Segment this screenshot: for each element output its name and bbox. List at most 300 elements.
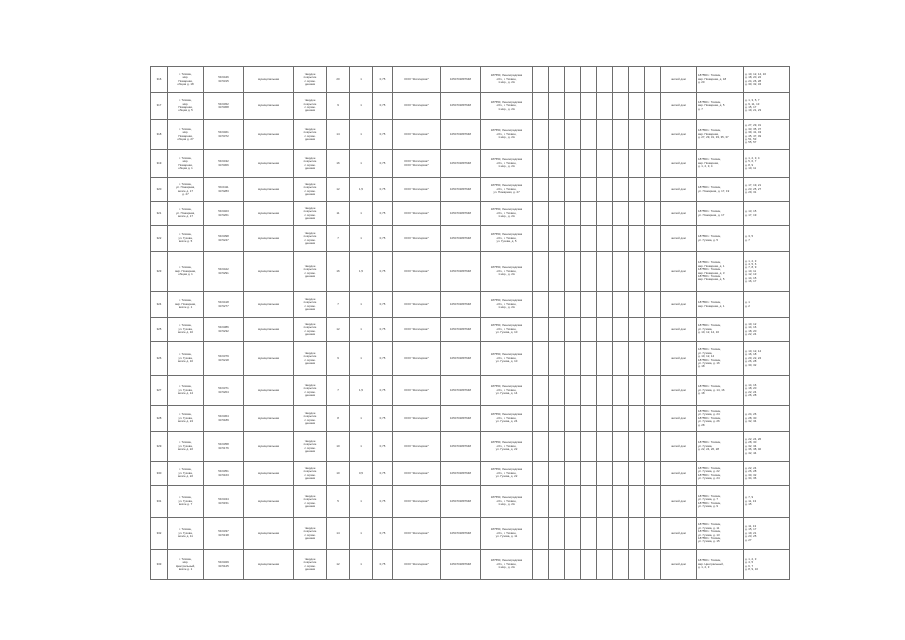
empty-cell (565, 432, 581, 462)
empty-cell (613, 226, 629, 252)
served-list: д. 1 д. 2 (744, 292, 790, 318)
ownership-type: муниципальная (244, 67, 294, 93)
served-objects: 187550 г. Тихвин, мкр. Пожарная, д. 5 д. 7 (697, 93, 744, 120)
empty-cell (613, 178, 629, 202)
served-objects: 187550 г. Тихвин, мкр. Центральный, д. 1, 2, 3 (697, 550, 744, 580)
surface-type: твердое покрытие с ограж- дением (294, 67, 327, 93)
ownership-type: муниципальная (244, 462, 294, 486)
empty-cell (645, 550, 661, 580)
empty-cell (613, 93, 629, 120)
owner-ogrn: 1054701897648 (441, 150, 481, 178)
empty-cell (597, 202, 613, 226)
table-row (151, 550, 790, 580)
row-number: 330 (151, 462, 168, 486)
empty-cell (629, 292, 645, 318)
container-volume: 0,75 (373, 376, 393, 406)
area: 7 (327, 226, 350, 252)
served-list: д. 24, 26 д. 28, 30 д. 32, 34 (744, 406, 790, 432)
register-sheet (150, 66, 771, 580)
container-count: 1 (350, 292, 373, 318)
empty-cell (581, 150, 597, 178)
area: 5 (327, 486, 350, 518)
empty-cell (549, 120, 565, 150)
empty-cell (533, 120, 549, 150)
surface-type: твердое покрытие с ограж- дением (294, 202, 327, 226)
area: 7 (327, 292, 350, 318)
empty-cell (549, 252, 565, 292)
empty-cell (629, 67, 645, 93)
owner-address: 187550, Ленинградская обл., г. Тихвин, 1 мкр., д. 2А (481, 120, 533, 150)
served-list: д. 10, 12, 14 д. 16, 18 д. 20, 22, 24 д. 26, 28 д. 30, 32 (744, 342, 790, 376)
row-number: 324 (151, 292, 168, 318)
area: 16 (327, 150, 350, 178)
location-address: г. Тихвин, мкр. Пожарная, общая д. 1 (168, 150, 204, 178)
empty-cell (565, 150, 581, 178)
empty-cell (533, 462, 549, 486)
empty-cell (597, 406, 613, 432)
location-address: г. Тихвин, мкр. Пожарная, общая д. 5 (168, 93, 204, 120)
container-count: 1 (350, 406, 373, 432)
container-volume: 0,75 (373, 550, 393, 580)
empty-cell (597, 486, 613, 518)
empty-cell (613, 342, 629, 376)
owner-address: 187550, Ленинградская обл., г. Тихвин, 1 мкр., д. 2А (481, 292, 533, 318)
empty-cell (629, 406, 645, 432)
empty-cell (629, 376, 645, 406)
container-volume: 0,75 (373, 518, 393, 550)
waste-source: жилой дом (661, 342, 697, 376)
surface-type: твердое покрытие с ограж- дением (294, 342, 327, 376)
owner-name: ООО "Жилсервис" (393, 342, 441, 376)
served-objects: 187550 г. Тихвин, мкр. Пожарная, д. 1 187550 г. Тихвин, мкр. Пожарная, д. 3 187550 г. Тихвин, мкр. Пожарная, д. 5 (697, 252, 744, 292)
empty-cell (533, 178, 549, 202)
empty-cell (581, 292, 597, 318)
coordinates: 59.6371 33.5204 (204, 376, 244, 406)
container-volume: 0,75 (373, 120, 393, 150)
table-row (151, 342, 790, 376)
location-address: г. Тихвин, ул. Гузова, возле д. 24 (168, 406, 204, 432)
location-address: г. Тихвин, ул. Гузова, возле д. 5 (168, 226, 204, 252)
row-number: 318 (151, 120, 168, 150)
coordinates: 59.6358 33.5176 (204, 432, 244, 462)
table-row (151, 486, 790, 518)
empty-cell (581, 202, 597, 226)
waste-source: жилой дом (661, 376, 697, 406)
empty-cell (629, 318, 645, 342)
empty-cell (549, 406, 565, 432)
empty-cell (565, 486, 581, 518)
owner-address: 187550, Ленинградская обл., г. Тихвин, ул. Гузова, д. 22 (481, 432, 533, 462)
empty-cell (581, 178, 597, 202)
empty-cell (565, 178, 581, 202)
empty-cell (533, 486, 549, 518)
served-objects: 187550 г. Тихвин, ул. Гузова, д. 10, 12, 14 187550 г. Тихвин, ул. Гузова, д. 16 д. 18 (697, 342, 744, 376)
coordinates: 59.6422 33.5291 (204, 252, 244, 292)
table-row (151, 120, 790, 150)
waste-source: жилой дом (661, 93, 697, 120)
owner-ogrn: 1054701897648 (441, 342, 481, 376)
owner-ogrn: 1054701897648 (441, 432, 481, 462)
area: 9 (327, 342, 350, 376)
row-number: 321 (151, 202, 168, 226)
empty-cell (549, 318, 565, 342)
ownership-type: муниципальная (244, 342, 294, 376)
served-objects: 187550 г. Тихвин, мкр. Пожарная, д. 27, 29, 31, 33, 35, 37 (697, 120, 744, 150)
owner-ogrn: 1054701897648 (441, 226, 481, 252)
location-address: г. Тихвин, ул. Гузова, возле д. 22 (168, 432, 204, 462)
empty-cell (549, 518, 565, 550)
served-list: д. 10, 12 д. 14, 16 д. 18, 20 д. 22, 24 (744, 318, 790, 342)
location-address: г. Тихвин, ул. Гузова, возле д. 7 (168, 486, 204, 518)
owner-ogrn: 1054701897648 (441, 93, 481, 120)
empty-cell (549, 432, 565, 462)
container-count: 1 (350, 202, 373, 226)
location-address: г. Тихвин, ул. Гузова, возле д. 22 (168, 462, 204, 486)
empty-cell (645, 252, 661, 292)
empty-cell (533, 432, 549, 462)
coordinates: 59.6418 33.5277 (204, 292, 244, 318)
container-volume: 0,75 (373, 292, 393, 318)
owner-name: ООО "Жилсервис" (393, 120, 441, 150)
location-address: г. Тихвин, ул. Гузова, возле д. 14 (168, 376, 204, 406)
served-list: д. 14, 16 д. 18, 20 д. 22, 24 д. 26, 28 (744, 376, 790, 406)
owner-ogrn: 1054701897648 (441, 202, 481, 226)
register-body (151, 67, 790, 580)
empty-cell (613, 318, 629, 342)
container-volume: 0,75 (373, 432, 393, 462)
empty-cell (597, 150, 613, 178)
row-number: 322 (151, 226, 168, 252)
empty-cell (581, 376, 597, 406)
empty-cell (597, 318, 613, 342)
coordinates: 59.6452 33.5368 (204, 93, 244, 120)
owner-address: 187550, Ленинградская обл., г. Тихвин, 1 мкр., д. 2А (481, 202, 533, 226)
empty-cell (533, 67, 549, 93)
empty-cell (613, 292, 629, 318)
owner-ogrn: 1054701897648 (441, 518, 481, 550)
empty-cell (645, 318, 661, 342)
owner-name: ООО "Жилсервис" (393, 486, 441, 518)
empty-cell (629, 150, 645, 178)
waste-source: жилой дом (661, 462, 697, 486)
empty-cell (645, 376, 661, 406)
owner-address: 187550, Ленинградская обл., г. Тихвин, ул. Гузова, д. 10 (481, 342, 533, 376)
served-objects: 187550 г. Тихвин, ул. Гузова, д. 7 187550 г. Тихвин, ул. Гузова, д. 9 (697, 486, 744, 518)
empty-cell (629, 432, 645, 462)
empty-cell (645, 120, 661, 150)
empty-cell (645, 202, 661, 226)
owner-name: ООО "Жилсервис" (393, 93, 441, 120)
served-list: д. 10, 12, 14, 16 д. 18, 20, 22 д. 24, 26, 28 д. 30, 32, 34 (744, 67, 790, 93)
location-address: г. Тихвин, мкр. Центральный, возле д. 1 (168, 550, 204, 580)
container-count: 1 (350, 550, 373, 580)
empty-cell (629, 462, 645, 486)
owner-name: ООО "Жилсервис" (393, 550, 441, 580)
location-address: г. Тихвин, мкр. Пожарная, возле д. 1 (168, 292, 204, 318)
empty-cell (565, 376, 581, 406)
empty-cell (645, 406, 661, 432)
empty-cell (597, 178, 613, 202)
empty-cell (581, 462, 597, 486)
served-list: д. 3, 5 д. 7 (744, 226, 790, 252)
served-list: д. 1, 3, 5, 7 д. 9, 11, 13 д. 15, 17 д. 19, 21, 23 (744, 93, 790, 120)
surface-type: твердое покрытие с ограж- дением (294, 486, 327, 518)
location-address: г. Тихвин, ул. Гузова, возле д. 10 (168, 342, 204, 376)
coordinates: 59.6379 33.5218 (204, 342, 244, 376)
surface-type: твердое покрытие с ограж- дением (294, 518, 327, 550)
owner-ogrn: 1054701897648 (441, 462, 481, 486)
container-count: 1 (350, 150, 373, 178)
waste-source: жилой дом (661, 252, 697, 292)
coordinates: 59.6446 33.5315 (204, 67, 244, 93)
empty-cell (645, 342, 661, 376)
owner-name: ООО "Жилсервис" (393, 376, 441, 406)
empty-cell (645, 518, 661, 550)
empty-cell (565, 550, 581, 580)
empty-cell (645, 462, 661, 486)
surface-type: твердое покрытие с ограж- дением (294, 150, 327, 178)
table-row (151, 318, 790, 342)
surface-type: твердое покрытие с ограж- дением (294, 462, 327, 486)
owner-name: ООО "Жилсервис" (393, 318, 441, 342)
owner-address: 187550, Ленинградская обл., г. Тихвин, ул. Пожарная, д. 27 (481, 178, 533, 202)
owner-address: 187550, Ленинградская обл., г. Тихвин, 1 мкр., д. 2А (481, 150, 533, 178)
empty-cell (549, 486, 565, 518)
container-volume: 0,75 (373, 486, 393, 518)
surface-type: твердое покрытие с ограж- дением (294, 120, 327, 150)
ownership-type: муниципальная (244, 318, 294, 342)
area: 10 (327, 462, 350, 486)
container-count: 1 (350, 342, 373, 376)
container-volume: 0,75 (373, 226, 393, 252)
served-list: д. 22, 24 д. 26, 28 д. 30, 32 д. 34, 36 (744, 462, 790, 486)
empty-cell (613, 432, 629, 462)
waste-source: жилой дом (661, 432, 697, 462)
row-number: 331 (151, 486, 168, 518)
location-address: г. Тихвин, мкр. Пожарная, общая д. 27 (168, 120, 204, 150)
empty-cell (549, 462, 565, 486)
empty-cell (565, 67, 581, 93)
table-row (151, 432, 790, 462)
owner-name: ООО "Жилсервис" (393, 518, 441, 550)
waste-source: жилой дом (661, 120, 697, 150)
owner-address: 187550, Ленинградская обл., г. Тихвин, 1 мкр., д. 2А (481, 486, 533, 518)
area: 12 (327, 318, 350, 342)
area: 7 (327, 376, 350, 406)
served-objects: 187550 г. Тихвин, ул. Гузова, д. 10, 12, 14, 16 (697, 318, 744, 342)
waste-source: жилой дом (661, 550, 697, 580)
empty-cell (549, 342, 565, 376)
owner-name: ООО "Жилсервис" (393, 226, 441, 252)
ownership-type: муниципальная (244, 518, 294, 550)
area: 8 (327, 406, 350, 432)
row-number: 328 (151, 406, 168, 432)
empty-cell (533, 406, 549, 432)
container-count: 1,5 (350, 376, 373, 406)
empty-cell (597, 120, 613, 150)
row-number: 320 (151, 178, 168, 202)
ownership-type: муниципальная (244, 292, 294, 318)
table-row (151, 202, 790, 226)
waste-source: жилой дом (661, 150, 697, 178)
row-number: 319 (151, 150, 168, 178)
empty-cell (629, 120, 645, 150)
coordinates: 59.6337 33.5138 (204, 518, 244, 550)
surface-type: твердое покрытие с ограж- дением (294, 178, 327, 202)
owner-address: 187550, Ленинградская обл., г. Тихвин, 1 мкр., д. 2А (481, 550, 533, 580)
table-row (151, 292, 790, 318)
table-row (151, 93, 790, 120)
owner-name: ООО "Жилсервис" (393, 292, 441, 318)
waste-source: жилой дом (661, 406, 697, 432)
empty-cell (533, 150, 549, 178)
empty-cell (645, 178, 661, 202)
ownership-type: муниципальная (244, 376, 294, 406)
owner-ogrn: 1054701897648 (441, 67, 481, 93)
served-objects: 187550 г. Тихвин, мкр. Пожарная, д. 1, 2, 3, 4 (697, 150, 744, 178)
empty-cell (613, 67, 629, 93)
ownership-type: муниципальная (244, 486, 294, 518)
area: 12 (327, 550, 350, 580)
ownership-type: муниципальная (244, 120, 294, 150)
container-volume: 0,75 (373, 67, 393, 93)
served-list: д. 27, 29, 31 д. 33, 35, 37 д. 39, 41, 43 д. 45, 47, 49 д. 51, 53 д. 55, 57 (744, 120, 790, 150)
row-number: 333 (151, 550, 168, 580)
container-volume: 0,75 (373, 202, 393, 226)
owner-name: ООО "Жилсервис" (393, 406, 441, 432)
empty-cell (549, 93, 565, 120)
surface-type: твердое покрытие с ограж- дением (294, 550, 327, 580)
surface-type: твердое покрытие с ограж- дением (294, 376, 327, 406)
coordinates: 59.6364 33.5189 (204, 406, 244, 432)
owner-ogrn: 1054701897648 (441, 292, 481, 318)
empty-cell (533, 342, 549, 376)
container-count: 1 (350, 318, 373, 342)
coordinates: 59.6461 33.5372 (204, 120, 244, 150)
row-number: 317 (151, 93, 168, 120)
waste-source: жилой дом (661, 518, 697, 550)
container-count: 1 (350, 93, 373, 120)
served-objects: 187550 г. Тихвин, мкр. Пожарная, д. 1 (697, 292, 744, 318)
empty-cell (549, 550, 565, 580)
owner-address: 187550, Ленинградская обл., г. Тихвин, ул. Гузова, д. 5 (481, 226, 533, 252)
area: 20 (327, 67, 350, 93)
area: 10 (327, 432, 350, 462)
empty-cell (565, 202, 581, 226)
empty-cell (629, 178, 645, 202)
owner-address: 187550, Ленинградская обл., г. Тихвин, 1 мкр., д. 2А (481, 67, 533, 93)
empty-cell (581, 342, 597, 376)
waste-source: жилой дом (661, 226, 697, 252)
ownership-type: муниципальная (244, 432, 294, 462)
owner-address: 187550, Ленинградская обл., г. Тихвин, 1 мкр., д. 2А (481, 252, 533, 292)
owner-ogrn: 1054701897648 (441, 486, 481, 518)
container-volume: 0,75 (373, 252, 393, 292)
location-address: г. Тихвин, мкр. Пожарная, общая д. 1 (168, 252, 204, 292)
surface-type: твердое покрытие с ограж- дением (294, 252, 327, 292)
ownership-type: муниципальная (244, 226, 294, 252)
container-count: 1 (350, 486, 373, 518)
row-number: 329 (151, 432, 168, 462)
owner-ogrn: 1054701897648 (441, 178, 481, 202)
empty-cell (533, 550, 549, 580)
coordinates: 59.6432 33.5306 (204, 150, 244, 178)
served-list: д. 13, 15 д. 17, 19 (744, 202, 790, 226)
empty-cell (645, 486, 661, 518)
container-count: 1,5 (350, 178, 373, 202)
table-row (151, 406, 790, 432)
ownership-type: муниципальная (244, 178, 294, 202)
empty-cell (629, 518, 645, 550)
owner-name: ООО "Жилсервис" (393, 462, 441, 486)
ownership-type: муниципальная (244, 202, 294, 226)
container-count: 0,5 (350, 462, 373, 486)
surface-type: твердое покрытие с ограж- дением (294, 318, 327, 342)
empty-cell (613, 486, 629, 518)
container-count: 1 (350, 120, 373, 150)
empty-cell (597, 226, 613, 252)
empty-cell (597, 342, 613, 376)
table-row (151, 462, 790, 486)
location-address: г. Тихвин, ул. Пожарная, возле д. 17 д. 27 (168, 178, 204, 202)
empty-cell (645, 150, 661, 178)
area: 14 (327, 518, 350, 550)
empty-cell (613, 518, 629, 550)
served-list: д. 1, 2, 3, 4 д. 5, 6, 7 д. 8, 9 д. 10, 11 (744, 150, 790, 178)
empty-cell (629, 550, 645, 580)
surface-type: твердое покрытие с ограж- дением (294, 292, 327, 318)
surface-type: твердое покрытие с ограж- дением (294, 406, 327, 432)
empty-cell (533, 93, 549, 120)
empty-cell (645, 93, 661, 120)
ownership-type: муниципальная (244, 406, 294, 432)
container-volume: 0,75 (373, 178, 393, 202)
container-volume: 0,75 (373, 150, 393, 178)
owner-ogrn: 1054701897648 (441, 120, 481, 150)
empty-cell (581, 406, 597, 432)
area: 14 (327, 120, 350, 150)
waste-source: жилой дом (661, 318, 697, 342)
owner-ogrn: 1054701897648 (441, 252, 481, 292)
coordinates: 59.6344 33.5151 (204, 486, 244, 518)
empty-cell (565, 93, 581, 120)
empty-cell (597, 462, 613, 486)
owner-address: 187550, Ленинградская обл., г. Тихвин, ул. Гузова, д. 14 (481, 376, 533, 406)
coordinates: 59.6398 33.5247 (204, 226, 244, 252)
waste-source: жилой дом (661, 486, 697, 518)
area: 11 (327, 202, 350, 226)
container-volume: 0,75 (373, 318, 393, 342)
empty-cell (565, 226, 581, 252)
table-row (151, 252, 790, 292)
surface-type: твердое покрытие с ограж- дением (294, 226, 327, 252)
coordinates: 59.6329 33.5125 (204, 550, 244, 580)
owner-name: ООО "Жилсервис" (393, 252, 441, 292)
surface-type: твердое покрытие с ограж- дением (294, 93, 327, 120)
owner-address: 187550, Ленинградская обл., г. Тихвин, 1 мкр., д. 2А (481, 93, 533, 120)
container-count: 1 (350, 432, 373, 462)
served-list: д. 1, 2, 3 д. 4, 5 д. 6, 7 д. 8, 9, 10 (744, 550, 790, 580)
empty-cell (549, 67, 565, 93)
served-list: д. 11, 13 д. 15, 17 д. 19, 21 д. 23, 25 д. 27 (744, 518, 790, 550)
empty-cell (629, 226, 645, 252)
empty-cell (565, 342, 581, 376)
empty-cell (629, 252, 645, 292)
owner-name: ООО "Жилсервис" (393, 202, 441, 226)
served-objects: 187550 г. Тихвин, ул. Гузова, д. 5 (697, 226, 744, 252)
ownership-type: муниципальная (244, 93, 294, 120)
served-objects: 187550 г. Тихвин, ул. Гузова, д. 22, 24, 26, 28 (697, 432, 744, 462)
